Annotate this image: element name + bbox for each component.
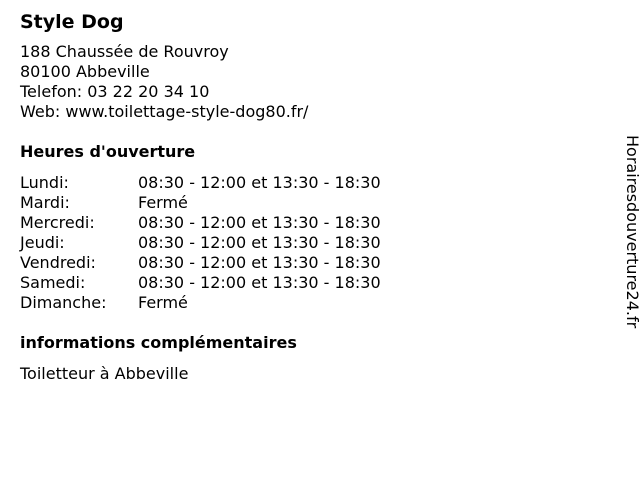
day-hours: 08:30 - 12:00 et 13:30 - 18:30 bbox=[138, 273, 381, 292]
hours-row-thursday bbox=[20, 233, 600, 253]
day-hours: 08:30 - 12:00 et 13:30 - 18:30 bbox=[138, 213, 381, 232]
address-street: 188 Chaussée de Rouvroy bbox=[20, 42, 229, 61]
business-card bbox=[20, 10, 600, 384]
day-label: Jeudi: bbox=[20, 233, 65, 252]
address-block bbox=[20, 42, 600, 122]
additional-info-title: informations complémentaires bbox=[20, 333, 297, 352]
hours-row-saturday bbox=[20, 273, 600, 293]
hours-row-sunday bbox=[20, 293, 600, 313]
day-label: Vendredi: bbox=[20, 253, 96, 272]
day-label: Lundi: bbox=[20, 173, 69, 192]
hours-table bbox=[20, 173, 600, 313]
day-hours: 08:30 - 12:00 et 13:30 - 18:30 bbox=[138, 253, 381, 272]
hours-row-friday bbox=[20, 253, 600, 273]
hours-row-monday bbox=[20, 173, 600, 193]
day-label: Mardi: bbox=[20, 193, 70, 212]
day-hours: Fermé bbox=[138, 293, 188, 312]
day-label: Dimanche: bbox=[20, 293, 107, 312]
hours-row-wednesday bbox=[20, 213, 600, 233]
hours-row-tuesday bbox=[20, 193, 600, 213]
day-hours: 08:30 - 12:00 et 13:30 - 18:30 bbox=[138, 173, 381, 192]
address-city: 80100 Abbeville bbox=[20, 62, 150, 81]
brand-watermark: Horairesdouverture24.fr bbox=[623, 135, 642, 329]
additional-info-text: Toiletteur à Abbeville bbox=[20, 364, 189, 383]
hours-title: Heures d'ouverture bbox=[20, 142, 196, 161]
website-link: Web: www.toilettage-style-dog80.fr/ bbox=[20, 102, 309, 121]
phone-number: Telefon: 03 22 20 34 10 bbox=[20, 82, 210, 101]
business-name: Style Dog bbox=[20, 11, 124, 33]
day-label: Samedi: bbox=[20, 273, 86, 292]
day-hours: Fermé bbox=[138, 193, 188, 212]
day-hours: 08:30 - 12:00 et 13:30 - 18:30 bbox=[138, 233, 381, 252]
day-label: Mercredi: bbox=[20, 213, 95, 232]
